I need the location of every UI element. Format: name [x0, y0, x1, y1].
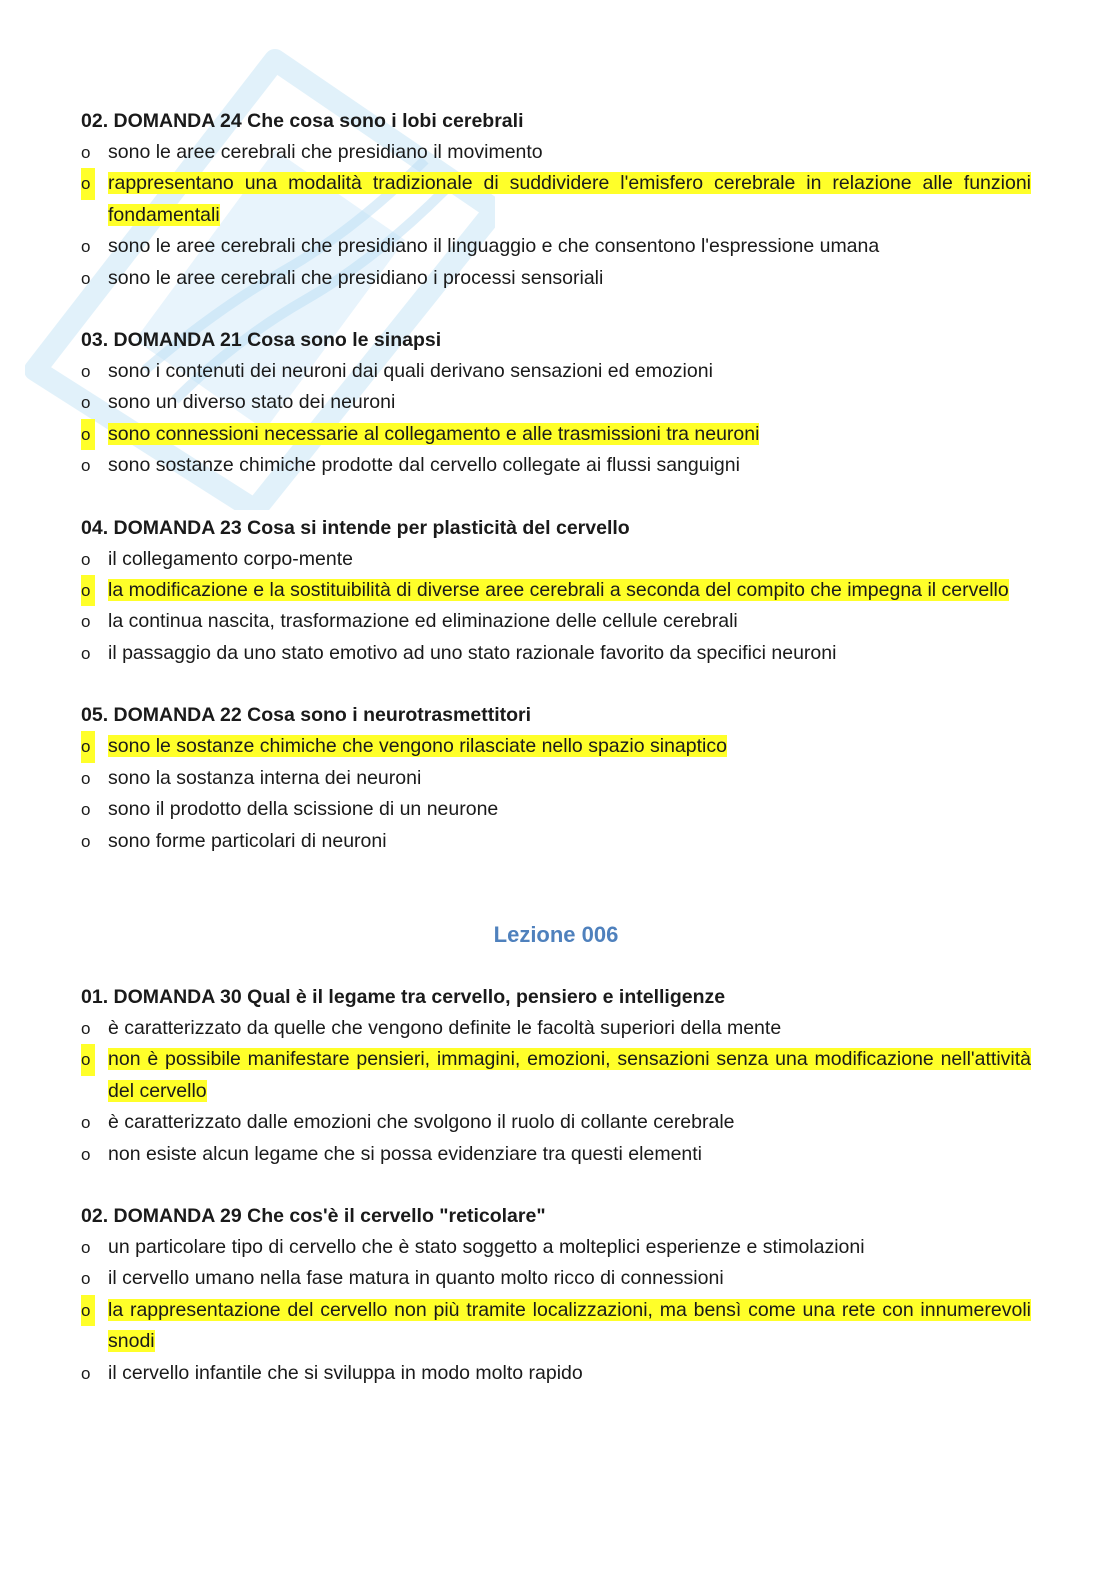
circle-bullet-icon: o	[81, 831, 91, 851]
answer-text: sono sostanze chimiche prodotte dal cervello collegate ai flussi sanguigni	[108, 454, 740, 477]
answer-option-selected	[81, 731, 1031, 762]
lesson-heading: Lezione 006	[493, 921, 619, 947]
answer-text: sono il prodotto della scissione di un neurone	[108, 798, 499, 821]
answer-text: sono un diverso stato dei neuroni	[108, 391, 396, 414]
answer-option	[81, 1358, 1031, 1389]
answer-option	[81, 763, 1031, 794]
answer-option-selected	[81, 168, 1031, 231]
answer-text: il collegamento corpo-mente	[108, 547, 353, 570]
answer-text: non esiste alcun legame che si possa evidenziare tra questi elementi	[108, 1142, 703, 1165]
answer-option	[81, 606, 1031, 637]
answer-text: sono le sostanze chimiche che vengono rilasciate nello spazio sinaptico	[108, 735, 727, 758]
circle-bullet-icon: o	[81, 1113, 91, 1133]
circle-bullet-icon: o	[81, 237, 91, 257]
answer-text: rappresentano una modalità tradizionale di suddividere l'emisfero cerebrale in relazione alle funzioni fondamentali	[108, 172, 1031, 226]
answer-text: la rappresentazione del cervello non più tramite localizzazioni, ma bensì come una rete con innumerevoli snodi	[108, 1298, 1031, 1353]
answer-text: sono le aree cerebrali che presidiano il linguaggio e che consentono l'espressione umana	[108, 235, 880, 258]
answer-option	[81, 638, 1031, 669]
answer-option	[81, 1263, 1031, 1294]
circle-bullet-icon: o	[81, 456, 91, 476]
question-title: 04. DOMANDA 23 Cosa si intende per plasticità del cervello	[81, 516, 630, 539]
question-block	[81, 513, 1031, 670]
answer-options	[81, 731, 1031, 857]
circle-bullet-icon: o	[81, 419, 95, 450]
answer-option-selected	[81, 419, 1031, 450]
circle-bullet-icon: o	[81, 1018, 91, 1038]
question-title: 02. DOMANDA 24 Che cosa sono i lobi cerebrali	[81, 110, 524, 132]
circle-bullet-icon: o	[81, 612, 91, 632]
question-title: 05. DOMANDA 22 Cosa sono i neurotrasmettitori	[81, 704, 532, 727]
answer-text: sono i contenuti dei neuroni dai quali derivano sensazioni ed emozioni	[108, 360, 713, 383]
answer-option	[81, 231, 1031, 262]
circle-bullet-icon: o	[81, 800, 91, 820]
answer-option	[81, 356, 1031, 387]
answer-option	[81, 794, 1031, 825]
answer-option	[81, 263, 1031, 294]
circle-bullet-icon: o	[81, 1237, 91, 1257]
answer-option	[81, 1232, 1031, 1263]
answer-options	[81, 137, 1031, 294]
answer-text: la modificazione e la sostituibilità di diverse aree cerebrali a seconda del compito che impegna il cervello	[108, 579, 1009, 602]
answer-text: un particolare tipo di cervello che è stato soggetto a molteplici esperienze e stimolazioni	[108, 1235, 865, 1258]
answer-option-selected	[81, 575, 1031, 606]
answer-option	[81, 450, 1031, 481]
question-block	[81, 106, 1031, 294]
answer-text: il passaggio da uno stato emotivo ad uno stato razionale favorito da specifici neuroni	[108, 641, 837, 664]
circle-bullet-icon: o	[81, 731, 95, 762]
circle-bullet-icon: o	[81, 575, 95, 606]
circle-bullet-icon: o	[81, 1363, 91, 1383]
circle-bullet-icon: o	[81, 549, 91, 569]
answer-option-selected	[81, 1044, 1031, 1107]
answer-text: sono la sostanza interna dei neuroni	[108, 766, 422, 789]
answer-options	[81, 544, 1031, 670]
answer-options	[81, 356, 1031, 482]
circle-bullet-icon: o	[81, 268, 91, 288]
circle-bullet-icon: o	[81, 1269, 91, 1289]
answer-text: non è possibile manifestare pensieri, immagini, emozioni, sensazioni senza una modificazione nell'attività del cervello	[108, 1048, 1031, 1102]
question-title: 01. DOMANDA 30 Qual è il legame tra cervello, pensiero e intelligenze	[81, 985, 726, 1008]
answer-option	[81, 1107, 1031, 1138]
answer-option	[81, 1013, 1031, 1044]
answer-option	[81, 826, 1031, 857]
circle-bullet-icon: o	[81, 362, 91, 382]
circle-bullet-icon: o	[81, 1144, 91, 1164]
document-content	[81, 106, 1031, 1389]
answer-text: è caratterizzato da quelle che vengono definite le facoltà superiori della mente	[108, 1016, 782, 1039]
answer-text: il cervello umano nella fase matura in quanto molto ricco di connessioni	[108, 1267, 724, 1290]
circle-bullet-icon: o	[81, 143, 91, 162]
circle-bullet-icon: o	[81, 1044, 95, 1075]
answer-options	[81, 1232, 1031, 1389]
question-block	[81, 325, 1031, 482]
answer-option	[81, 387, 1031, 418]
question-title: 03. DOMANDA 21 Cosa sono le sinapsi	[81, 329, 442, 352]
question-block	[81, 982, 1031, 1170]
answer-option-selected	[81, 1295, 1031, 1358]
answer-text: la continua nascita, trasformazione ed eliminazione delle cellule cerebrali	[108, 610, 738, 633]
circle-bullet-icon: o	[81, 168, 95, 199]
answer-option	[81, 1139, 1031, 1170]
circle-bullet-icon: o	[81, 393, 91, 413]
answer-text: sono le aree cerebrali che presidiano i processi sensoriali	[108, 266, 604, 289]
answer-text: è caratterizzato dalle emozioni che svolgono il ruolo di collante cerebrale	[108, 1111, 735, 1134]
answer-text: il cervello infantile che si sviluppa in modo molto rapido	[108, 1361, 583, 1384]
circle-bullet-icon: o	[81, 768, 91, 788]
question-title: 02. DOMANDA 29 Che cos'è il cervello "reticolare"	[81, 1204, 546, 1227]
answer-text: sono connessioni necessarie al collegamento e alle trasmissioni tra neuroni	[108, 422, 760, 445]
answer-option	[81, 544, 1031, 575]
question-block	[81, 1201, 1031, 1389]
answer-text: sono le aree cerebrali che presidiano il movimento	[108, 141, 543, 163]
answer-text: sono forme particolari di neuroni	[108, 829, 387, 852]
answer-options	[81, 1013, 1031, 1170]
answer-option	[81, 137, 1031, 168]
circle-bullet-icon: o	[81, 1295, 95, 1326]
question-block	[81, 700, 1031, 857]
circle-bullet-icon: o	[81, 643, 91, 663]
